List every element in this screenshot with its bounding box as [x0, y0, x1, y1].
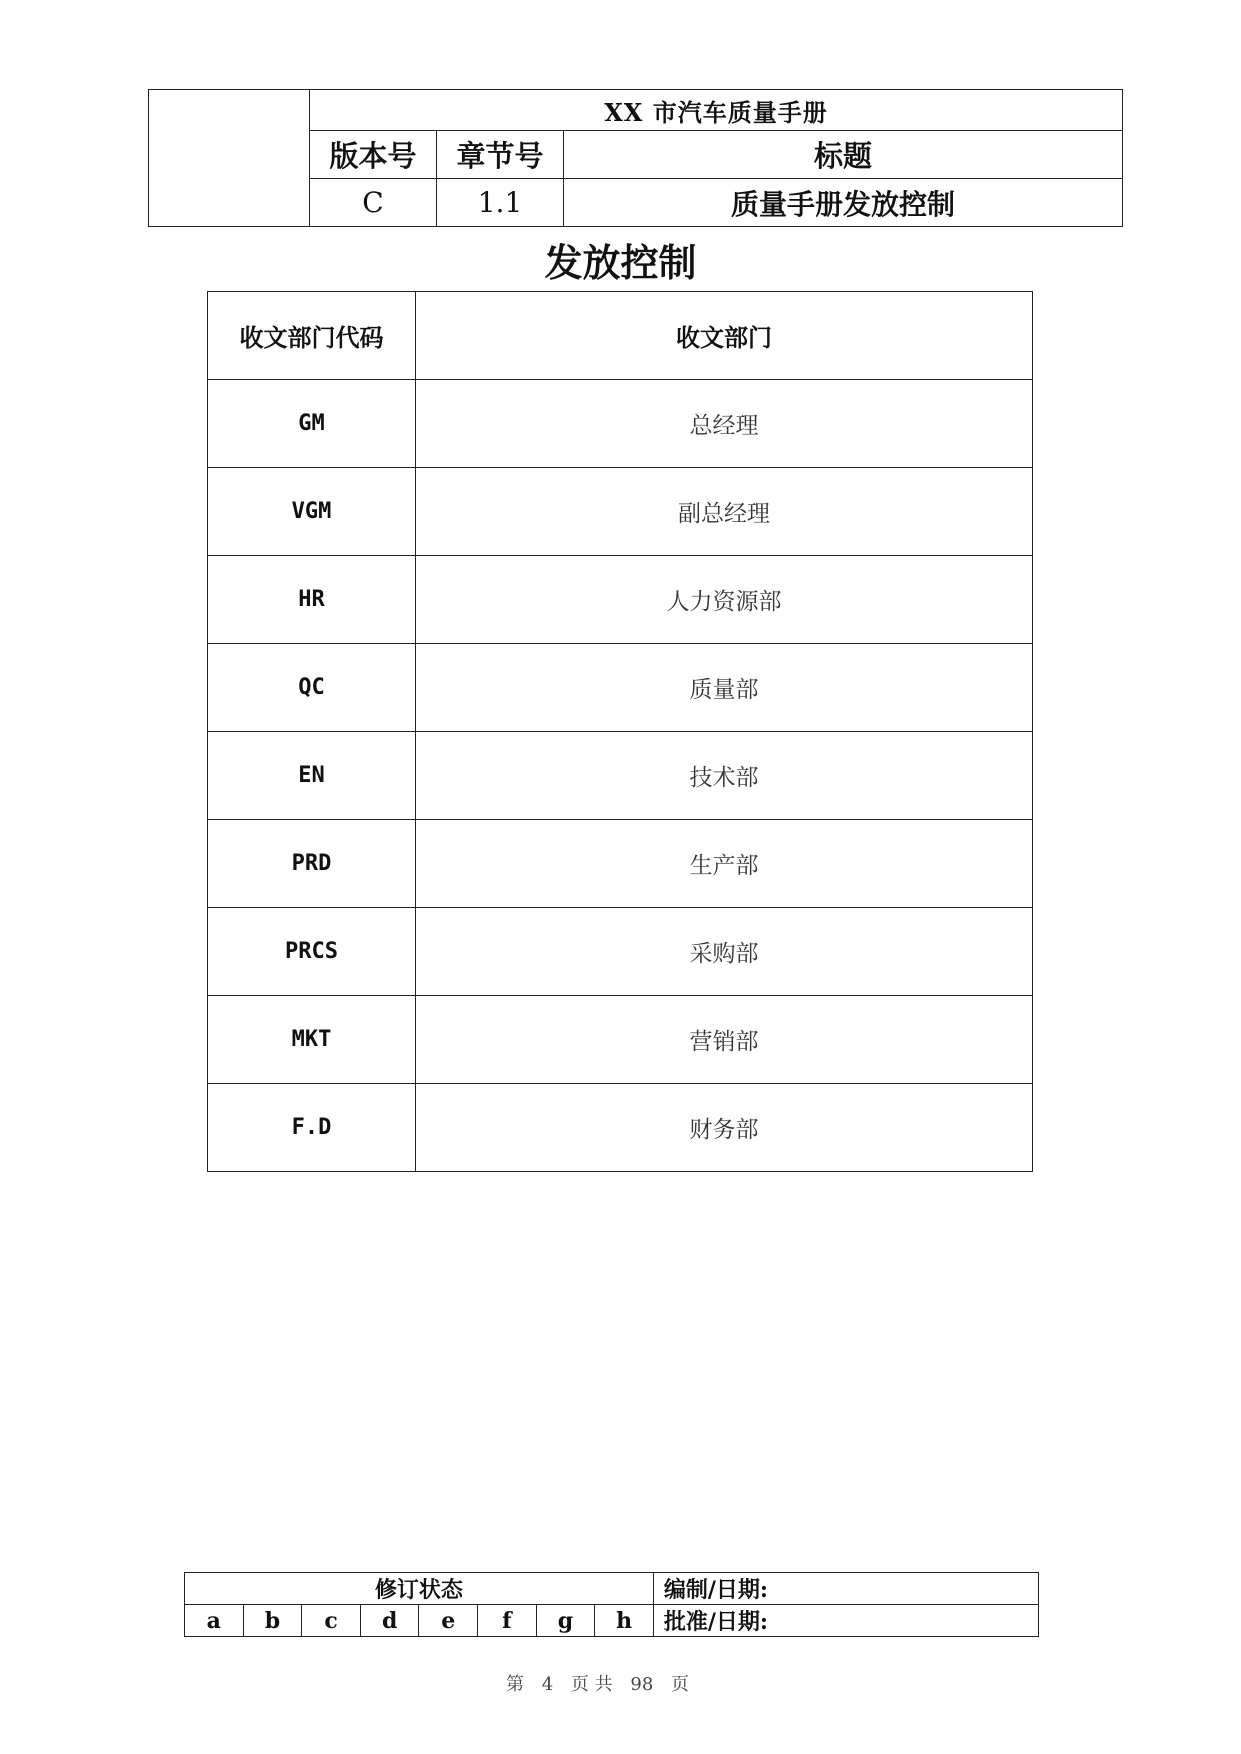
title-value: 质量手册发放控制	[564, 179, 1123, 227]
dept-name-cell: 质量部	[416, 644, 1033, 732]
page-total: 98	[630, 1674, 654, 1695]
revision-letter: h	[595, 1605, 654, 1637]
chapter-value: 1.1	[437, 179, 564, 227]
version-label: 版本号	[310, 131, 437, 179]
section-title: 发放控制	[544, 241, 697, 285]
distribution-table	[207, 291, 1033, 1172]
table-row	[208, 1084, 1033, 1172]
dept-code-cell: VGM	[208, 468, 416, 556]
revision-letter: b	[243, 1605, 302, 1637]
table-row	[208, 556, 1033, 644]
column-header-dept: 收文部门	[416, 292, 1033, 380]
dept-name-cell: 人力资源部	[416, 556, 1033, 644]
revision-letter: d	[360, 1605, 419, 1637]
table-row	[208, 908, 1033, 996]
dept-name-cell: 财务部	[416, 1084, 1033, 1172]
logo-area	[149, 90, 310, 227]
table-row	[208, 996, 1033, 1084]
dept-code-cell: MKT	[208, 996, 416, 1084]
document-title: XX 市汽车质量手册	[310, 90, 1123, 131]
dept-code-cell: EN	[208, 732, 416, 820]
page-number	[0, 1670, 1195, 1696]
version-value: C	[310, 179, 437, 227]
revision-table	[184, 1572, 1039, 1637]
dept-code-cell: F.D	[208, 1084, 416, 1172]
dept-name-cell: 技术部	[416, 732, 1033, 820]
title-label: 标题	[564, 131, 1123, 179]
dept-name-cell: 副总经理	[416, 468, 1033, 556]
prepared-date-label: 编制/日期:	[653, 1573, 1038, 1605]
column-header-dept-code: 收文部门代码	[208, 292, 416, 380]
revision-letter: c	[302, 1605, 361, 1637]
dept-name-cell: 生产部	[416, 820, 1033, 908]
header-table	[148, 89, 1123, 227]
table-row	[208, 644, 1033, 732]
dept-name-cell: 营销部	[416, 996, 1033, 1084]
approved-date-label: 批准/日期:	[653, 1605, 1038, 1637]
table-row	[208, 380, 1033, 468]
dept-name-cell: 采购部	[416, 908, 1033, 996]
chapter-label: 章节号	[437, 131, 564, 179]
page-current: 4	[541, 1674, 554, 1695]
table-row	[208, 732, 1033, 820]
revision-letter: a	[185, 1605, 244, 1637]
page-prefix: 第	[505, 1674, 524, 1695]
dept-code-cell: PRCS	[208, 908, 416, 996]
page-suffix: 页	[671, 1674, 690, 1695]
table-row	[208, 820, 1033, 908]
dept-code-cell: QC	[208, 644, 416, 732]
table-row	[208, 468, 1033, 556]
revision-status-label: 修订状态	[185, 1573, 654, 1605]
dept-code-cell: PRD	[208, 820, 416, 908]
revision-letter: f	[478, 1605, 537, 1637]
dept-name-cell: 总经理	[416, 380, 1033, 468]
revision-letter: g	[536, 1605, 595, 1637]
dept-code-cell: HR	[208, 556, 416, 644]
revision-letter: e	[419, 1605, 478, 1637]
dept-code-cell: GM	[208, 380, 416, 468]
page-mid: 页 共	[570, 1674, 613, 1695]
table-header-row	[208, 292, 1033, 380]
